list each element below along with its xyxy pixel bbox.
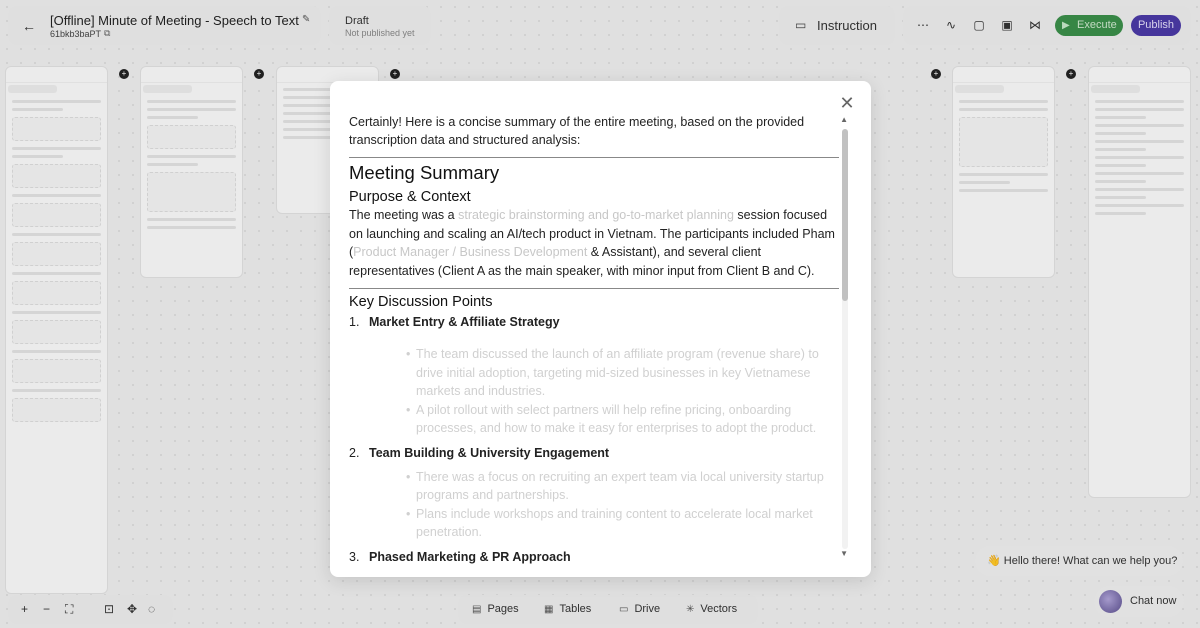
vectors-icon: ✳	[686, 604, 695, 615]
chat-now-label: Chat now	[1130, 595, 1177, 607]
add-node-icon[interactable]: +	[931, 69, 941, 79]
divider	[349, 288, 839, 289]
execute-label: Execute	[1077, 19, 1117, 31]
more-icon[interactable]: ⋯	[917, 18, 929, 32]
tab-tables-label: Tables	[559, 603, 592, 615]
status-label: Draft	[345, 15, 369, 27]
add-node-icon[interactable]: +	[119, 69, 129, 79]
add-node-icon[interactable]: +	[1066, 69, 1076, 79]
publish-button[interactable]: Publish	[1131, 15, 1181, 36]
purpose-text-3: & Assistant), and several client representatives (Client A as the main speaker, with minor input from Client B and C).	[349, 245, 815, 278]
close-icon[interactable]: ✕	[839, 93, 855, 113]
chat-greeting[interactable]: 👋 Hello there! What can we help you?	[975, 546, 1183, 576]
workflow-id: 61bkb3baPT	[50, 29, 102, 39]
add-node-icon[interactable]: +	[390, 69, 400, 79]
list-sub-item: • There was a focus on recruiting an expert team via local university startup programs and partnerships.	[349, 468, 839, 505]
scroll-up-icon[interactable]: ▲	[840, 115, 848, 124]
key-points-list	[349, 315, 839, 564]
divider	[349, 157, 839, 158]
tab-drive-label: Drive	[634, 603, 661, 615]
share-icon[interactable]: ⋈	[1029, 18, 1041, 32]
list-item-title	[349, 446, 839, 460]
drive-icon: ▭	[619, 604, 629, 615]
list-item-label: Market Entry & Affiliate Strategy	[369, 315, 560, 329]
workflow-title[interactable]: [Offline] Minute of Meeting - Speech to Text	[50, 13, 299, 28]
save-icon[interactable]: ▣	[1001, 18, 1013, 32]
add-node-icon[interactable]: +	[254, 69, 264, 79]
video-icon: ▭	[795, 18, 807, 32]
summary-heading: Meeting Summary	[349, 162, 500, 183]
purpose-paragraph	[349, 206, 839, 280]
copy-icon[interactable]: ⧉	[104, 28, 111, 38]
tab-pages-label: Pages	[487, 603, 519, 615]
pages-icon: ▤	[472, 604, 482, 615]
scrollbar-thumb[interactable]	[842, 129, 848, 301]
key-points-heading: Key Discussion Points	[349, 294, 493, 310]
purpose-session: session	[733, 208, 780, 222]
edit-pencil-icon[interactable]: ✎	[302, 14, 311, 25]
back-arrow-icon[interactable]: ←	[22, 18, 36, 34]
pan-icon[interactable]: ✥	[127, 602, 138, 616]
zoom-out-icon[interactable]: −	[43, 602, 51, 616]
list-num: 3.	[349, 549, 360, 564]
list-sub-item: • A pilot rollout with select partners will help refine pricing, onboarding processes, and how to make it easy for enterprises to adopt the product.	[349, 401, 839, 438]
map-icon[interactable]: ⊡	[104, 602, 115, 616]
notes-icon[interactable]: ▢	[973, 18, 985, 32]
fit-view-icon[interactable]: ⛶	[65, 602, 74, 616]
purpose-text-2: focused on launching and scaling an AI/tech product in Vietnam. The participants included Pham (	[349, 208, 835, 259]
tab-vectors-label: Vectors	[700, 603, 738, 615]
list-sub-item: • Plans include workshops and training content to accelerate local market penetration.	[349, 505, 839, 542]
purpose-faded-1: strategic brainstorming and go-to-market planning	[458, 208, 734, 222]
list-item-label: Team Building & University Engagement	[369, 445, 610, 460]
play-icon: ▶	[1062, 20, 1070, 31]
list-num: 1.	[349, 315, 360, 329]
table-icon: ▦	[544, 604, 554, 615]
list-num: 2.	[349, 445, 360, 460]
list-item-title	[349, 315, 839, 329]
list-item-title	[349, 550, 839, 564]
purpose-text-1: The meeting was a	[349, 208, 459, 222]
summary-content	[349, 113, 839, 564]
zoom-in-icon[interactable]: +	[21, 602, 29, 616]
purpose-heading: Purpose & Context	[349, 189, 471, 205]
purpose-faded-2: Product Manager / Business Development	[353, 245, 588, 259]
status-sub: Not published yet	[345, 28, 415, 38]
activity-icon[interactable]: ∿	[945, 18, 957, 32]
instruction-label: Instruction	[817, 18, 877, 33]
scroll-down-icon[interactable]: ▼	[840, 549, 848, 558]
output-preview-modal	[330, 81, 871, 577]
summary-intro: Certainly! Here is a concise summary of the entire meeting, based on the provided transcription data and structured analysis:	[349, 115, 805, 147]
list-sub-item: • The team discussed the launch of an affiliate program (revenue share) to drive initial adoption, targeting mid-sized businesses in key Vietnamese markets and industries.	[349, 345, 839, 401]
list-item-label: Phased Marketing & PR Approach	[369, 549, 571, 564]
comment-icon[interactable]: ◌	[148, 602, 156, 616]
